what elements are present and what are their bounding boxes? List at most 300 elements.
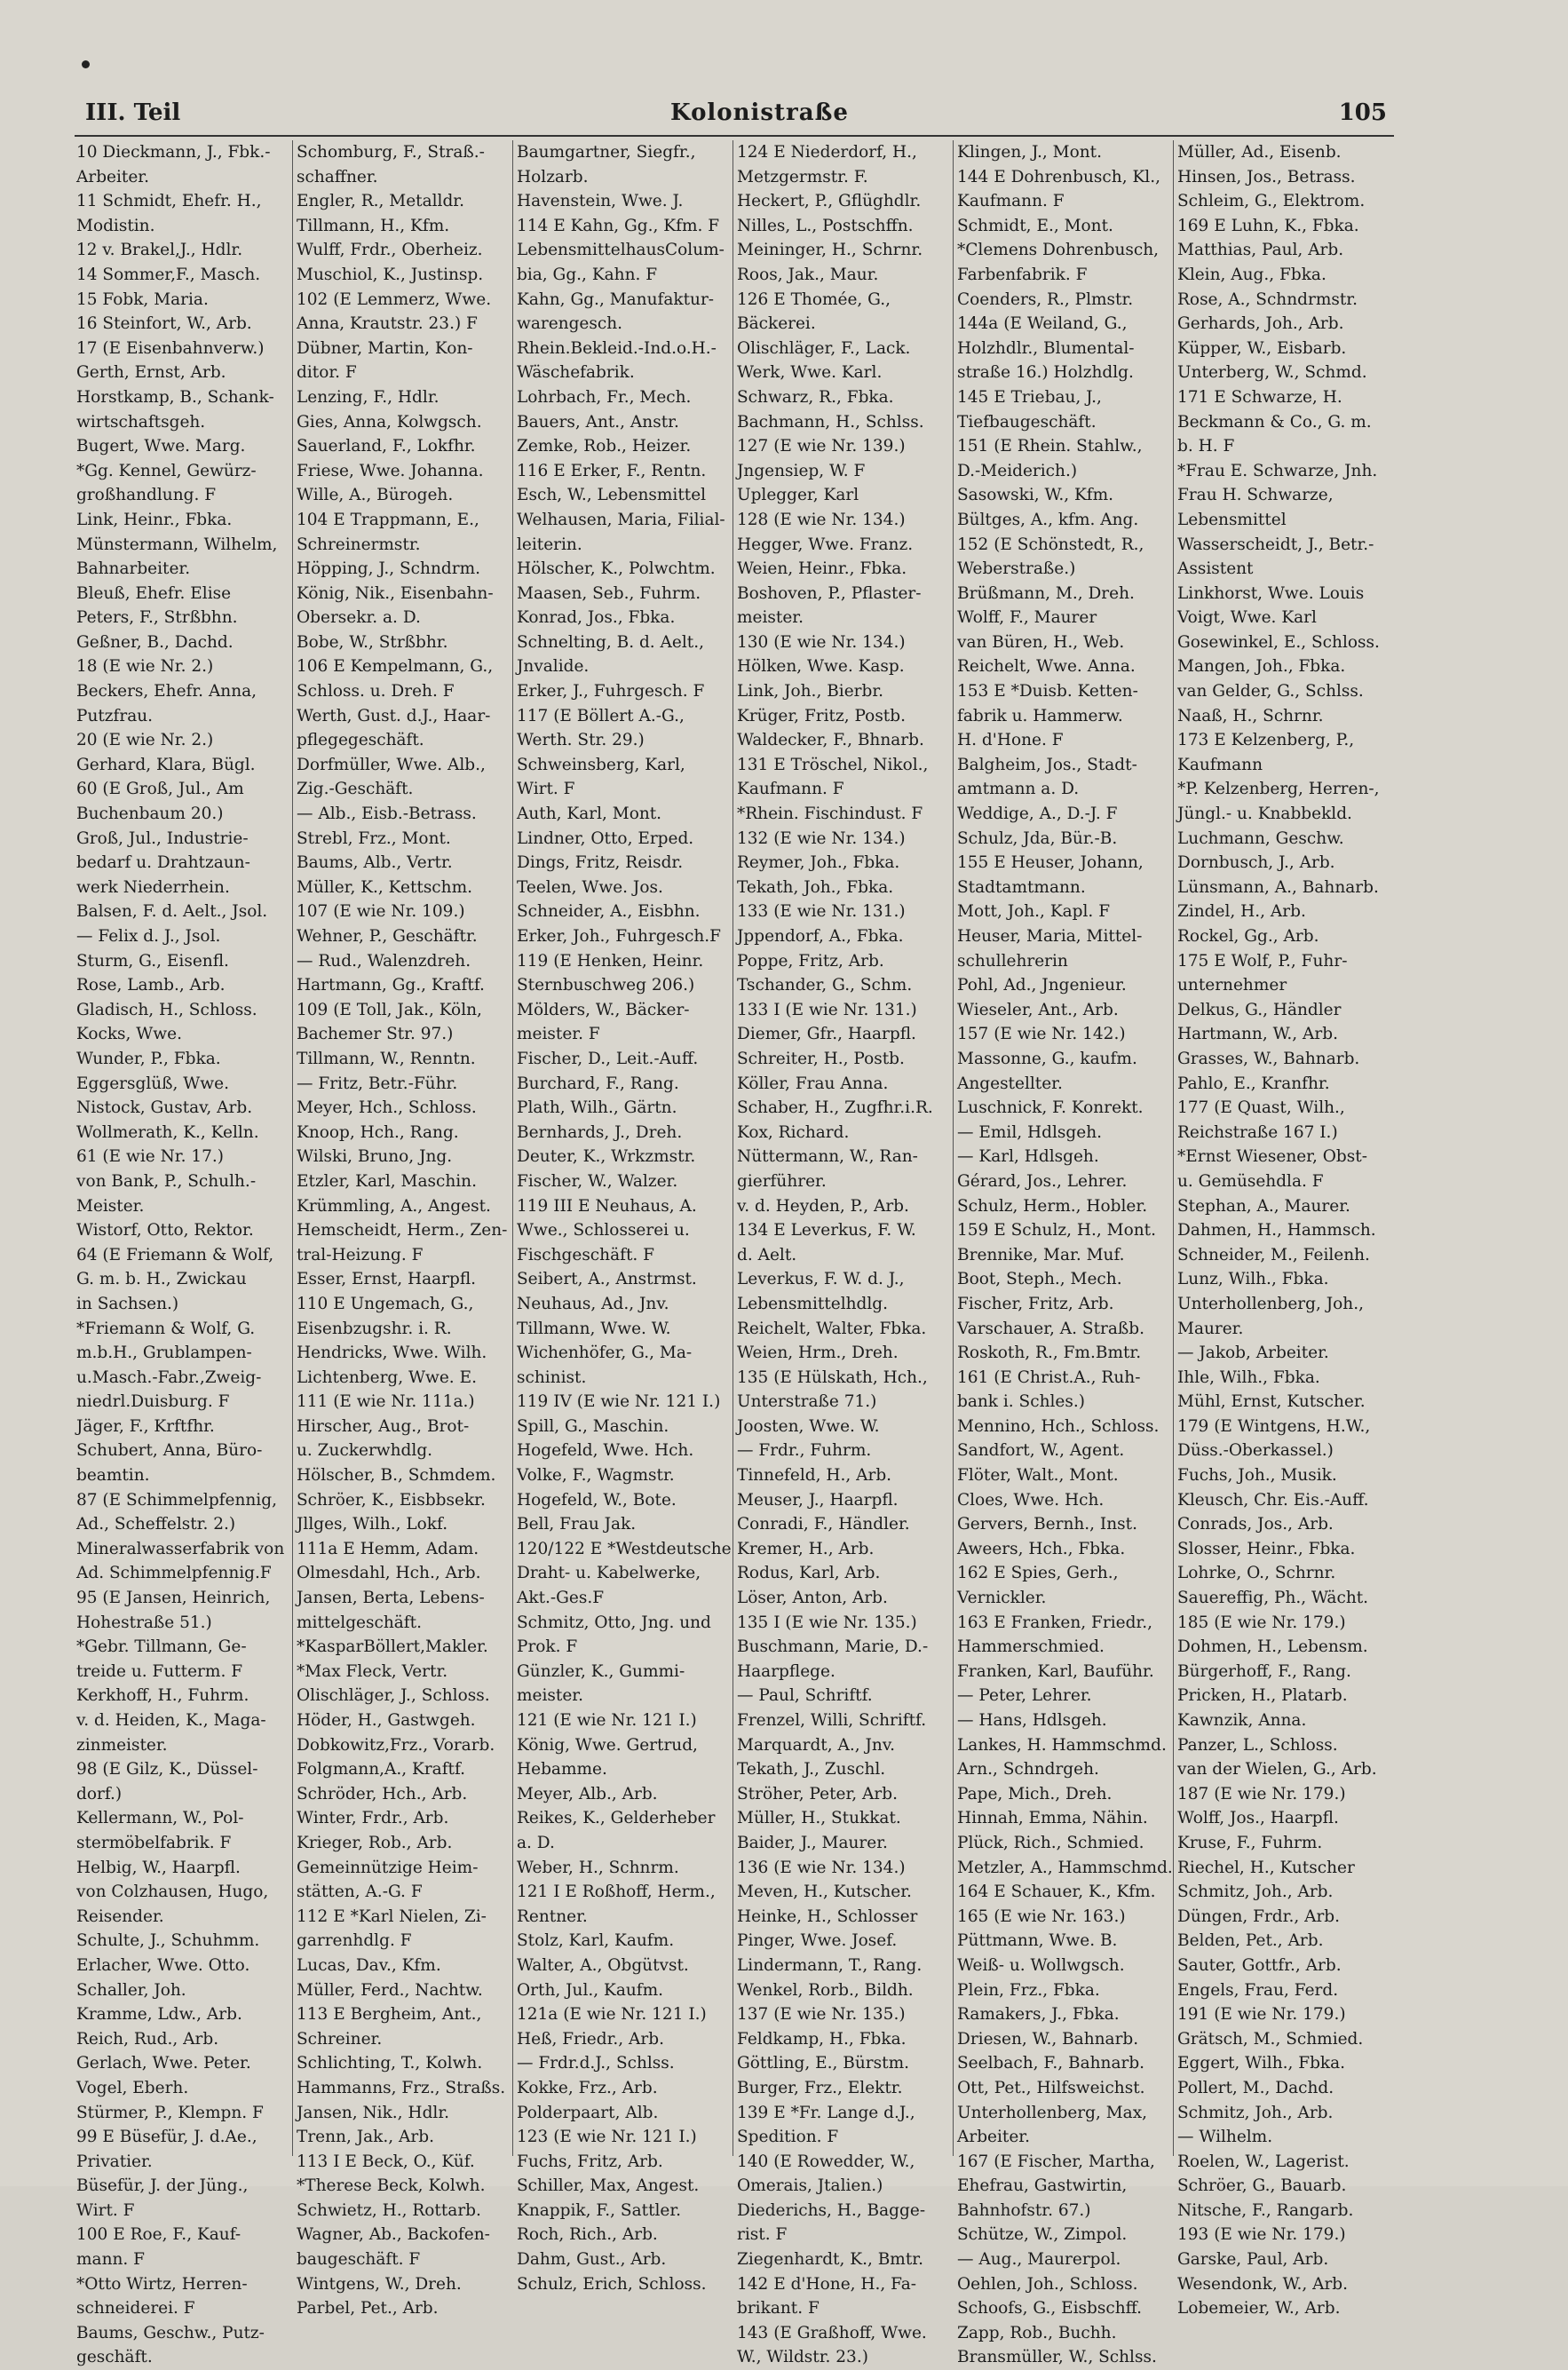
directory-entry: Heuser, Maria, Mittel- xyxy=(957,927,1143,946)
directory-entry: Wunder, P., Fbka. xyxy=(76,1049,221,1068)
directory-entry: Angestellter. xyxy=(957,1074,1063,1093)
directory-entry: Baumgartner, Siegfr., xyxy=(517,143,696,162)
directory-entry: Grasses, W., Bahnarb. xyxy=(1177,1049,1360,1068)
directory-entry: Holzarb. xyxy=(517,167,589,186)
directory-entry: 140 (E Rowedder, W., xyxy=(737,2152,915,2171)
directory-entry: Heß, Friedr., Arb. xyxy=(517,2029,664,2049)
directory-entry: 133 I (E wie Nr. 131.) xyxy=(737,1000,917,1019)
directory-entry: Sturm, G., Eisenfl. xyxy=(76,951,229,971)
directory-entry: Kawnzik, Anna. xyxy=(1177,1711,1307,1730)
directory-entry: Baums, Geschw., Putz- xyxy=(76,2323,265,2342)
directory-entry: Schnelting, B. d. Aelt., xyxy=(517,632,704,652)
directory-entry: Gérard, Jos., Lehrer. xyxy=(957,1171,1128,1191)
directory-entry: 128 (E wie Nr. 134.) xyxy=(737,510,906,529)
directory-entry: Gemeinnützige Heim- xyxy=(297,1858,479,1877)
directory-entry: *Otto Wirtz, Herren- xyxy=(76,2274,248,2294)
directory-entry: Bäckerei. xyxy=(737,314,816,334)
directory-entry: straße 16.) Holzhdlg. xyxy=(957,363,1134,383)
directory-entry: 120/122 E *Westdeutsche xyxy=(517,1539,732,1558)
directory-entry: Roch, Rich., Arb. xyxy=(517,2225,658,2245)
directory-entry: Matthias, Paul, Arb. xyxy=(1177,241,1344,260)
directory-entry: 136 (E wie Nr. 134.) xyxy=(737,1858,906,1877)
directory-entry: Rentner. xyxy=(517,1906,588,1926)
directory-entry: *P. Kelzenberg, Herren-, xyxy=(1177,780,1380,799)
directory-entry: zinmeister. xyxy=(76,1735,168,1755)
directory-entry: Nitsche, F., Rangarb. xyxy=(1177,2200,1354,2220)
directory-entry: Schulz, Herm., Hobler. xyxy=(957,1196,1148,1216)
directory-entry: Roos, Jak., Maur. xyxy=(737,265,879,284)
directory-entry: Brüßmann, M., Dreh. xyxy=(957,583,1135,603)
directory-entry: Fischer, W., Walzer. xyxy=(517,1171,678,1191)
directory-entry: 121a (E wie Nr. 121 I.) xyxy=(517,2005,707,2025)
directory-entry: dorf.) xyxy=(76,1784,123,1803)
directory-entry: Heckert, P., Gflüghdlr. xyxy=(737,192,922,211)
directory-entry: Esser, Ernst, Haarpfl. xyxy=(297,1270,477,1289)
directory-entry: Hendricks, Wwe. Wilh. xyxy=(297,1344,487,1363)
directory-entry: Ziegenhardt, K., Bmtr. xyxy=(737,2250,923,2270)
directory-entry: 121 I E Roßhoff, Herm., xyxy=(517,1883,716,1902)
directory-entry: pflegegeschäft. xyxy=(297,731,424,750)
directory-entry: Bauers, Ant., Anstr. xyxy=(517,412,679,432)
directory-entry: — Emil, Hdlsgeh. xyxy=(957,1122,1102,1142)
directory-entry: Gladisch, H., Schloss. xyxy=(76,1000,257,1019)
directory-entry: Fuchs, Joh., Musik. xyxy=(1177,1466,1337,1486)
directory-entry: 132 (E wie Nr. 134.) xyxy=(737,828,906,848)
directory-entry: Erlacher, Wwe. Otto. xyxy=(76,1955,250,1975)
directory-entry: Fischgeschäft. F xyxy=(517,1245,654,1264)
directory-entry: stätten, A.-G. F xyxy=(297,1883,423,1902)
directory-entry: Kokke, Frz., Arb. xyxy=(517,2078,658,2097)
directory-entry: 87 (E Schimmelpfennig, xyxy=(76,1490,277,1510)
directory-entry: Dohmen, H., Lebensm. xyxy=(1177,1637,1368,1657)
directory-entry: 187 (E wie Nr. 179.) xyxy=(1177,1784,1346,1803)
directory-entry: Bugert, Wwe. Marg. xyxy=(76,437,246,456)
column-1 xyxy=(73,140,293,2367)
directory-entry: Spedition. F xyxy=(737,2128,839,2147)
directory-entry: Ihle, Wilh., Fbka. xyxy=(1177,1367,1320,1387)
directory-entry: wirtschaftsgeh. xyxy=(76,412,206,432)
directory-entry: Krieger, Rob., Arb. xyxy=(297,1833,453,1852)
directory-entry: bedarf u. Drahtzaun- xyxy=(76,853,250,873)
directory-entry: Kellermann, W., Pol- xyxy=(76,1809,244,1828)
directory-entry: Coenders, R., Plmstr. xyxy=(957,289,1134,309)
directory-entry: Ehefrau, Gastwirtin, xyxy=(957,2176,1128,2196)
directory-entry: Plück, Rich., Schmied. xyxy=(957,1833,1144,1852)
directory-entry: Garske, Paul, Arb. xyxy=(1177,2250,1329,2270)
directory-entry: Reikes, K., Gelderheber xyxy=(517,1809,716,1828)
directory-entry: Weber, H., Schnrm. xyxy=(517,1858,679,1877)
directory-entry: Vogel, Eberh. xyxy=(76,2078,189,2097)
directory-entry: Bürgerhoff, F., Rang. xyxy=(1177,1661,1351,1681)
directory-entry: 191 (E wie Nr. 179.) xyxy=(1177,2005,1346,2025)
directory-entry: Hartmann, Gg., Kraftf. xyxy=(297,976,485,995)
directory-entry: tral-Heizung. F xyxy=(297,1245,424,1264)
directory-entry: 20 (E wie Nr. 2.) xyxy=(76,731,214,750)
directory-entry: baugeschäft. F xyxy=(297,2250,421,2270)
directory-entry: Nilles, L., Postschffn. xyxy=(737,216,914,235)
directory-entry: beamtin. xyxy=(76,1466,150,1486)
directory-entry: 165 (E wie Nr. 163.) xyxy=(957,1906,1126,1926)
directory-entry: *Therese Beck, Kolwh. xyxy=(297,2176,486,2196)
directory-entry: a. D. xyxy=(517,1833,555,1852)
part-label: III. Teil xyxy=(85,99,181,126)
directory-entry: Ott, Pet., Hilfsweichst. xyxy=(957,2078,1145,2097)
column-6 xyxy=(1174,140,1394,2318)
directory-entry: — Alb., Eisb.-Betrass. xyxy=(297,805,477,824)
directory-entry: Sasowski, W., Kfm. xyxy=(957,486,1114,505)
directory-entry: Gerth, Ernst, Arb. xyxy=(76,363,226,383)
directory-entry: Krüger, Fritz, Postb. xyxy=(737,706,906,725)
directory-entry: 111 (E wie Nr. 111a.) xyxy=(297,1392,475,1412)
directory-entry: Belden, Pet., Arb. xyxy=(1177,1931,1324,1951)
directory-entry: Volke, F., Wagmstr. xyxy=(517,1466,675,1486)
directory-entry: 185 (E wie Nr. 179.) xyxy=(1177,1613,1346,1632)
directory-entry: Schulz, Erich, Schloss. xyxy=(517,2274,707,2294)
directory-entry: v. d. Heiden, K., Maga- xyxy=(76,1711,266,1730)
directory-entry: Heinke, H., Schlosser xyxy=(737,1906,918,1926)
directory-entry: 159 E Schulz, H., Mont. xyxy=(957,1221,1156,1240)
directory-entry: 145 E Triebau, J., xyxy=(957,387,1102,407)
directory-entry: Panzer, L., Schloss. xyxy=(1177,1735,1338,1755)
directory-entry: — Peter, Lehrer. xyxy=(957,1686,1092,1706)
directory-entry: Reichstraße 167 I.) xyxy=(1177,1122,1338,1142)
directory-entry: bia, Gg., Kahn. F xyxy=(517,265,658,284)
directory-entry: Konrad, Jos., Fbka. xyxy=(517,608,676,628)
directory-entry: Schwarz, R., Fbka. xyxy=(737,387,894,407)
directory-entry: Krümmling, A., Angest. xyxy=(297,1196,491,1216)
directory-entry: Köller, Frau Anna. xyxy=(737,1074,889,1093)
directory-entry: *Ernst Wiesener, Obst- xyxy=(1177,1147,1367,1167)
directory-entry: Tillmann, Wwe. W. xyxy=(517,1319,671,1338)
directory-entry: Lindner, Otto, Erped. xyxy=(517,828,694,848)
directory-entry: Jppendorf, A., Fbka. xyxy=(737,927,904,946)
directory-entry: 137 (E wie Nr. 135.) xyxy=(737,2005,906,2025)
directory-entry: 60 (E Groß, Jul., Am xyxy=(76,780,244,799)
directory-entry: 102 (E Lemmerz, Wwe. xyxy=(297,289,492,309)
directory-entry: Lucas, Dav., Kfm. xyxy=(297,1955,441,1975)
directory-entry: 135 (E Hülskath, Hch., xyxy=(737,1367,928,1387)
directory-entry: Lankes, H. Hammschmd. xyxy=(957,1735,1167,1755)
directory-entry: Omerais, Jtalien.) xyxy=(737,2176,883,2196)
directory-entry: 99 E Büsefür, J. d.Ae., xyxy=(76,2128,257,2147)
directory-entry: Weberstraße.) xyxy=(957,559,1076,579)
directory-entry: garrenhdlg. F xyxy=(297,1931,412,1951)
directory-entry: Link, Joh., Bierbr. xyxy=(737,682,884,701)
directory-entry: Anna, Krautstr. 23.) F xyxy=(297,314,478,334)
directory-entry: 104 E Trappmann, E., xyxy=(297,510,479,529)
directory-entry: Tekath, J., Zuschl. xyxy=(737,1760,886,1779)
directory-entry: Schiller, Max, Angest. xyxy=(517,2176,700,2196)
directory-entry: 106 E Kempelmann, G., xyxy=(297,657,494,677)
directory-entry: Meyer, Alb., Arb. xyxy=(517,1784,658,1803)
directory-entry: Maasen, Seb., Fuhrm. xyxy=(517,583,701,603)
directory-entry: Schloss. u. Dreh. F xyxy=(297,682,455,701)
directory-entry: Hölscher, B., Schmdem. xyxy=(297,1466,496,1486)
directory-entry: *Rhein. Fischindust. F xyxy=(737,805,923,824)
directory-entry: König, Wwe. Gertrud, xyxy=(517,1735,698,1755)
column-3 xyxy=(513,140,733,2294)
directory-entry: Draht- u. Kabelwerke, xyxy=(517,1564,701,1583)
directory-entry: amtmann a. D. xyxy=(957,780,1080,799)
directory-entry: von Bank, P., Schulh.- xyxy=(76,1171,257,1191)
directory-entry: Schulz, Jda, Bür.-B. xyxy=(957,828,1118,848)
directory-entry: Engels, Frau, Ferd. xyxy=(1177,1980,1339,2000)
directory-entry: Buchenbaum 20.) xyxy=(76,805,224,824)
directory-entry: Parbel, Pet., Arb. xyxy=(297,2299,439,2318)
directory-entry: Hogefeld, Wwe. Hch. xyxy=(517,1441,694,1461)
directory-entry: Gies, Anna, Kolwgsch. xyxy=(297,412,482,432)
directory-entry: Flöter, Walt., Mont. xyxy=(957,1466,1119,1486)
directory-entry: Gerlach, Wwe. Peter. xyxy=(76,2054,251,2073)
directory-entry: van der Wielen, G., Arb. xyxy=(1177,1760,1377,1779)
directory-entry: Zemke, Rob., Heizer. xyxy=(517,437,692,456)
directory-entry: Dahmen, H., Hammsch. xyxy=(1177,1221,1376,1240)
directory-entry: Kahn, Gg., Manufaktur- xyxy=(517,289,715,309)
directory-entry: Eisenbzugshr. i. R. xyxy=(297,1319,452,1338)
directory-entry: Sauter, Gottfr., Arb. xyxy=(1177,1955,1342,1975)
directory-entry: *Gg. Kennel, Gewürz- xyxy=(76,461,257,480)
column-5 xyxy=(954,140,1174,2367)
directory-entry: Brennike, Mar. Muf. xyxy=(957,1245,1125,1264)
directory-entry: Zindel, H., Arb. xyxy=(1177,902,1306,922)
directory-entry: Schütze, W., Zimpol. xyxy=(957,2225,1128,2245)
directory-entry: Rose, A., Schndrmstr. xyxy=(1177,289,1358,309)
directory-entry: — Frdr.d.J., Schlss. xyxy=(517,2054,675,2073)
directory-entry: von Colzhausen, Hugo, xyxy=(76,1883,269,1902)
directory-entry: warengesch. xyxy=(517,314,623,334)
directory-entry: Hammerschmied. xyxy=(957,1637,1105,1657)
directory-entry: Eggersglüß, Wwe. xyxy=(76,1074,229,1093)
directory-entry: schullehrerin xyxy=(957,951,1068,971)
directory-entry: Auth, Karl, Mont. xyxy=(517,805,662,824)
directory-entry: geschäft. xyxy=(76,2348,153,2367)
directory-entry: 64 (E Friemann & Wolf, xyxy=(76,1245,274,1264)
directory-entry: Höpping, J., Schndrm. xyxy=(297,559,480,579)
directory-entry: meister. F xyxy=(517,1025,600,1044)
directory-entry: Buschmann, Marie, D.- xyxy=(737,1637,929,1657)
directory-entry: Schoofs, G., Eisbschff. xyxy=(957,2299,1142,2318)
directory-entry: niedrl.Duisburg. F xyxy=(76,1392,230,1412)
directory-entry: Wesendonk, W., Arb. xyxy=(1177,2274,1349,2294)
directory-entry: Dobkowitz,Frz., Vorarb. xyxy=(297,1735,495,1755)
directory-entry: — Frdr., Fuhrm. xyxy=(737,1441,872,1461)
directory-entry: Trenn, Jak., Arb. xyxy=(297,2128,434,2147)
directory-entry: schneiderei. F xyxy=(76,2299,195,2318)
directory-entry: Schmitz, Joh., Arb. xyxy=(1177,2103,1334,2122)
directory-entry: Wilski, Bruno, Jng. xyxy=(297,1147,453,1167)
directory-entry: 98 (E Gilz, K., Düssel- xyxy=(76,1760,258,1779)
directory-entry: Lohrke, O., Schrnr. xyxy=(1177,1564,1336,1583)
directory-entry: Schaller, Joh. xyxy=(76,1980,186,2000)
directory-entry: Hölscher, K., Polwchtm. xyxy=(517,559,716,579)
directory-entry: Waldecker, F., Bhnarb. xyxy=(737,731,924,750)
directory-entry: Zig.-Geschäft. xyxy=(297,780,414,799)
directory-entry: Putzfrau. xyxy=(76,706,154,725)
directory-entry: Mennino, Hch., Schloss. xyxy=(957,1416,1160,1436)
directory-entry: Rockel, Gg., Arb. xyxy=(1177,927,1319,946)
directory-entry: Orth, Jul., Kaufm. xyxy=(517,1980,664,2000)
directory-entry: Boshoven, P., Pflaster- xyxy=(737,583,922,603)
directory-entry: 171 E Schwarze, H. xyxy=(1177,387,1342,407)
directory-entry: Zapp, Rob., Buchh. xyxy=(957,2323,1117,2342)
directory-entry: Oehlen, Joh., Schloss. xyxy=(957,2274,1138,2294)
directory-entry: Reich, Rud., Arb. xyxy=(76,2029,219,2049)
directory-entry: Lobemeier, W., Arb. xyxy=(1177,2299,1341,2318)
directory-entry: Reisender. xyxy=(76,1906,164,1926)
column-2 xyxy=(293,140,513,2318)
directory-entry: Meister. xyxy=(76,1196,145,1216)
directory-entry: Plein, Frz., Fbka. xyxy=(957,1980,1100,2000)
directory-entry: Roelen, W., Lagerist. xyxy=(1177,2152,1350,2171)
directory-entry: Boot, Steph., Mech. xyxy=(957,1270,1122,1289)
directory-entry: 126 E Thomée, G., xyxy=(737,289,891,309)
directory-entry: Werth, Gust. d.J., Haar- xyxy=(297,706,491,725)
directory-entry: Klingen, J., Mont. xyxy=(957,143,1102,162)
directory-entry: in Sachsen.) xyxy=(76,1294,179,1313)
directory-entry: Welhausen, Maria, Filial- xyxy=(517,510,725,529)
directory-entry: Baider, J., Maurer. xyxy=(737,1833,888,1852)
directory-entry: Hirscher, Aug., Brot- xyxy=(297,1416,470,1436)
directory-entry: Lebensmittelhdlg. xyxy=(737,1294,889,1313)
directory-entry: 139 E *Fr. Lange d.J., xyxy=(737,2103,915,2122)
directory-entry: Unterhollenberg, Joh., xyxy=(1177,1294,1364,1313)
directory-entry: Roskoth, R., Fm.Bmtr. xyxy=(957,1344,1142,1363)
directory-entry: 100 E Roe, F., Kauf- xyxy=(76,2225,242,2245)
directory-entry: 152 (E Schönstedt, R., xyxy=(957,535,1144,554)
directory-entry: Holzhdlr., Blumental- xyxy=(957,338,1135,358)
directory-entry: Dübner, Martin, Kon- xyxy=(297,338,473,358)
directory-entry: Wirt. F xyxy=(76,2200,135,2220)
directory-entry: Schneider, M., Feilenh. xyxy=(1177,1245,1370,1264)
directory-entry: Wille, A., Bürogeh. xyxy=(297,486,454,505)
directory-entry: Erker, J., Fuhrgesch. F xyxy=(517,682,705,701)
directory-entry: Driesen, W., Bahnarb. xyxy=(957,2029,1139,2049)
directory-entry: Baums, Alb., Vertr. xyxy=(297,853,453,873)
directory-entry: 155 E Heuser, Johann, xyxy=(957,853,1144,873)
directory-entry: 61 (E wie Nr. 17.) xyxy=(76,1147,225,1167)
directory-entry: Olischläger, J., Schloss. xyxy=(297,1686,490,1706)
directory-entry: Strebl, Frz., Mont. xyxy=(297,828,451,848)
directory-entry: m.b.H., Grublampen- xyxy=(76,1344,252,1363)
directory-entry: Wolff, Jos., Haarpfl. xyxy=(1177,1809,1339,1828)
directory-entry: Stadtamtmann. xyxy=(957,877,1086,897)
directory-entry: Riechel, H., Kutscher xyxy=(1177,1858,1355,1877)
directory-entry: Tiefbaugeschäft. xyxy=(957,412,1097,432)
directory-entry: Stolz, Karl, Kaufm. xyxy=(517,1931,675,1951)
directory-entry: Balgheim, Jos., Stadt- xyxy=(957,755,1137,774)
directory-entry: Bachemer Str. 97.) xyxy=(297,1025,454,1044)
directory-entry: Linkhorst, Wwe. Louis xyxy=(1177,583,1365,603)
directory-entry: Reichelt, Walter, Fbka. xyxy=(737,1319,927,1338)
directory-entry: Schreinermstr. xyxy=(297,535,421,554)
directory-entry: Mühl, Ernst, Kutscher. xyxy=(1177,1392,1366,1412)
directory-entry: Sandfort, W., Agent. xyxy=(957,1441,1125,1461)
directory-entry: Hinsen, Jos., Betrass. xyxy=(1177,167,1356,186)
directory-entry: Gerhards, Joh., Arb. xyxy=(1177,314,1344,334)
directory-entry: Bobe, W., Strßbhr. xyxy=(297,632,448,652)
directory-entry: Olischläger, F., Lack. xyxy=(737,338,911,358)
directory-entry: 163 E Franken, Friedr., xyxy=(957,1613,1152,1632)
directory-entry: Assistent xyxy=(1177,559,1254,579)
directory-entry: Sternbuschweg 206.) xyxy=(517,976,695,995)
directory-entry: Nüttermann, W., Ran- xyxy=(737,1147,918,1167)
column-4 xyxy=(733,140,954,2367)
directory-entry: Wintgens, W., Dreh. xyxy=(297,2274,462,2294)
directory-entry: Slosser, Heinr., Fbka. xyxy=(1177,1539,1356,1558)
directory-entry: Dahm, Gust., Arb. xyxy=(517,2250,667,2270)
directory-entry: Schreiner. xyxy=(297,2029,383,2049)
directory-entry: Etzler, Karl, Maschin. xyxy=(297,1171,477,1191)
directory-entry: Jllges, Wilh., Lokf. xyxy=(297,1515,448,1534)
directory-entry: 130 (E wie Nr. 134.) xyxy=(737,632,906,652)
directory-entry: 12 v. Brakel,J., Hdlr. xyxy=(76,241,243,260)
directory-entry: Reichelt, Wwe. Anna. xyxy=(957,657,1136,677)
directory-entry: ditor. F xyxy=(297,363,357,383)
directory-entry: stermöbelfabrik. F xyxy=(76,1833,232,1852)
directory-entry: Hogefeld, W., Bote. xyxy=(517,1490,677,1510)
directory-entry: Hemscheidt, Herm., Zen- xyxy=(297,1221,508,1240)
directory-entry: Nistock, Gustav, Arb. xyxy=(76,1098,253,1118)
directory-entry: Frau H. Schwarze, xyxy=(1177,486,1334,505)
directory-entry: Tillmann, W., Renntn. xyxy=(297,1049,476,1068)
directory-entry: Höder, H., Gastwgeh. xyxy=(297,1711,476,1730)
directory-entry: *Frau E. Schwarze, Jnh. xyxy=(1177,461,1378,480)
directory-entry: meister. xyxy=(517,1686,583,1706)
directory-entry: Bernhards, J., Dreh. xyxy=(517,1122,683,1142)
directory-entry: Seelbach, F., Bahnarb. xyxy=(957,2054,1145,2073)
directory-entry: — Wilhelm. xyxy=(1177,2128,1273,2147)
directory-entry: Deuter, K., Wrkzmstr. xyxy=(517,1147,696,1167)
directory-entry: Schulte, J., Schuhmm. xyxy=(76,1931,260,1951)
directory-entry: mittelgeschäft. xyxy=(297,1613,422,1632)
directory-entry: Schmidt, E., Mont. xyxy=(957,216,1113,235)
directory-entry: Meuser, J., Haarpfl. xyxy=(737,1490,899,1510)
directory-entry: Sauerland, F., Lokfhr. xyxy=(297,437,476,456)
directory-entry: Wenkel, Rorb., Bildh. xyxy=(737,1980,914,2000)
directory-entry: H. d'Hone. F xyxy=(957,731,1064,750)
directory-entry: 162 E Spies, Gerh., xyxy=(957,1564,1119,1583)
directory-entry: Maurer. xyxy=(1177,1319,1244,1338)
directory-entry: *Friemann & Wolf, G. xyxy=(76,1319,256,1338)
directory-entry: Meininger, H., Schrnr. xyxy=(737,241,923,260)
directory-entry: Küpper, W., Eisbarb. xyxy=(1177,338,1347,358)
directory-entry: Bültges, A., kfm. Ang. xyxy=(957,510,1139,529)
directory-entry: schaffner. xyxy=(297,167,378,186)
directory-entry: 143 (E Graßhoff, Wwe. xyxy=(737,2323,927,2342)
directory-entry: Tschander, G., Schm. xyxy=(737,976,913,995)
directory-entry: Diederichs, H., Bagge- xyxy=(737,2200,926,2220)
directory-entry: — Paul, Schriftf. xyxy=(737,1686,873,1706)
directory-entry: Horstkamp, B., Schank- xyxy=(76,387,274,407)
directory-entry: 151 (E Rhein. Stahlw., xyxy=(957,437,1143,456)
directory-entry: Metzgermstr. F. xyxy=(737,167,868,186)
directory-entry: Tekath, Joh., Fbka. xyxy=(737,877,894,897)
directory-entry: Fischer, D., Leit.-Auff. xyxy=(517,1049,699,1068)
directory-entry: Hinnah, Emma, Nähin. xyxy=(957,1809,1148,1828)
directory-entry: mann. F xyxy=(76,2250,145,2270)
directory-entry: König, Nik., Eisenbahn- xyxy=(297,583,494,603)
directory-entry: u. Gemüsehdla. F xyxy=(1177,1171,1324,1191)
directory-entry: Schwietz, H., Rottarb. xyxy=(297,2200,481,2220)
directory-entry: Müller, Ferd., Nachtw. xyxy=(297,1980,483,2000)
directory-entry: Franken, Karl, Bauführ. xyxy=(957,1661,1154,1681)
directory-entry: 109 (E Toll, Jak., Köln, xyxy=(297,1000,482,1019)
directory-entry: Kruse, F., Fuhrm. xyxy=(1177,1833,1323,1852)
directory-entry: Wehner, P., Geschäftr. xyxy=(297,927,478,946)
directory-entry: 173 E Kelzenberg, P., xyxy=(1177,731,1355,750)
directory-entry: Schreiter, H., Postb. xyxy=(737,1049,905,1068)
directory-entry: Balsen, F. d. Aelt., Jsol. xyxy=(76,902,268,922)
